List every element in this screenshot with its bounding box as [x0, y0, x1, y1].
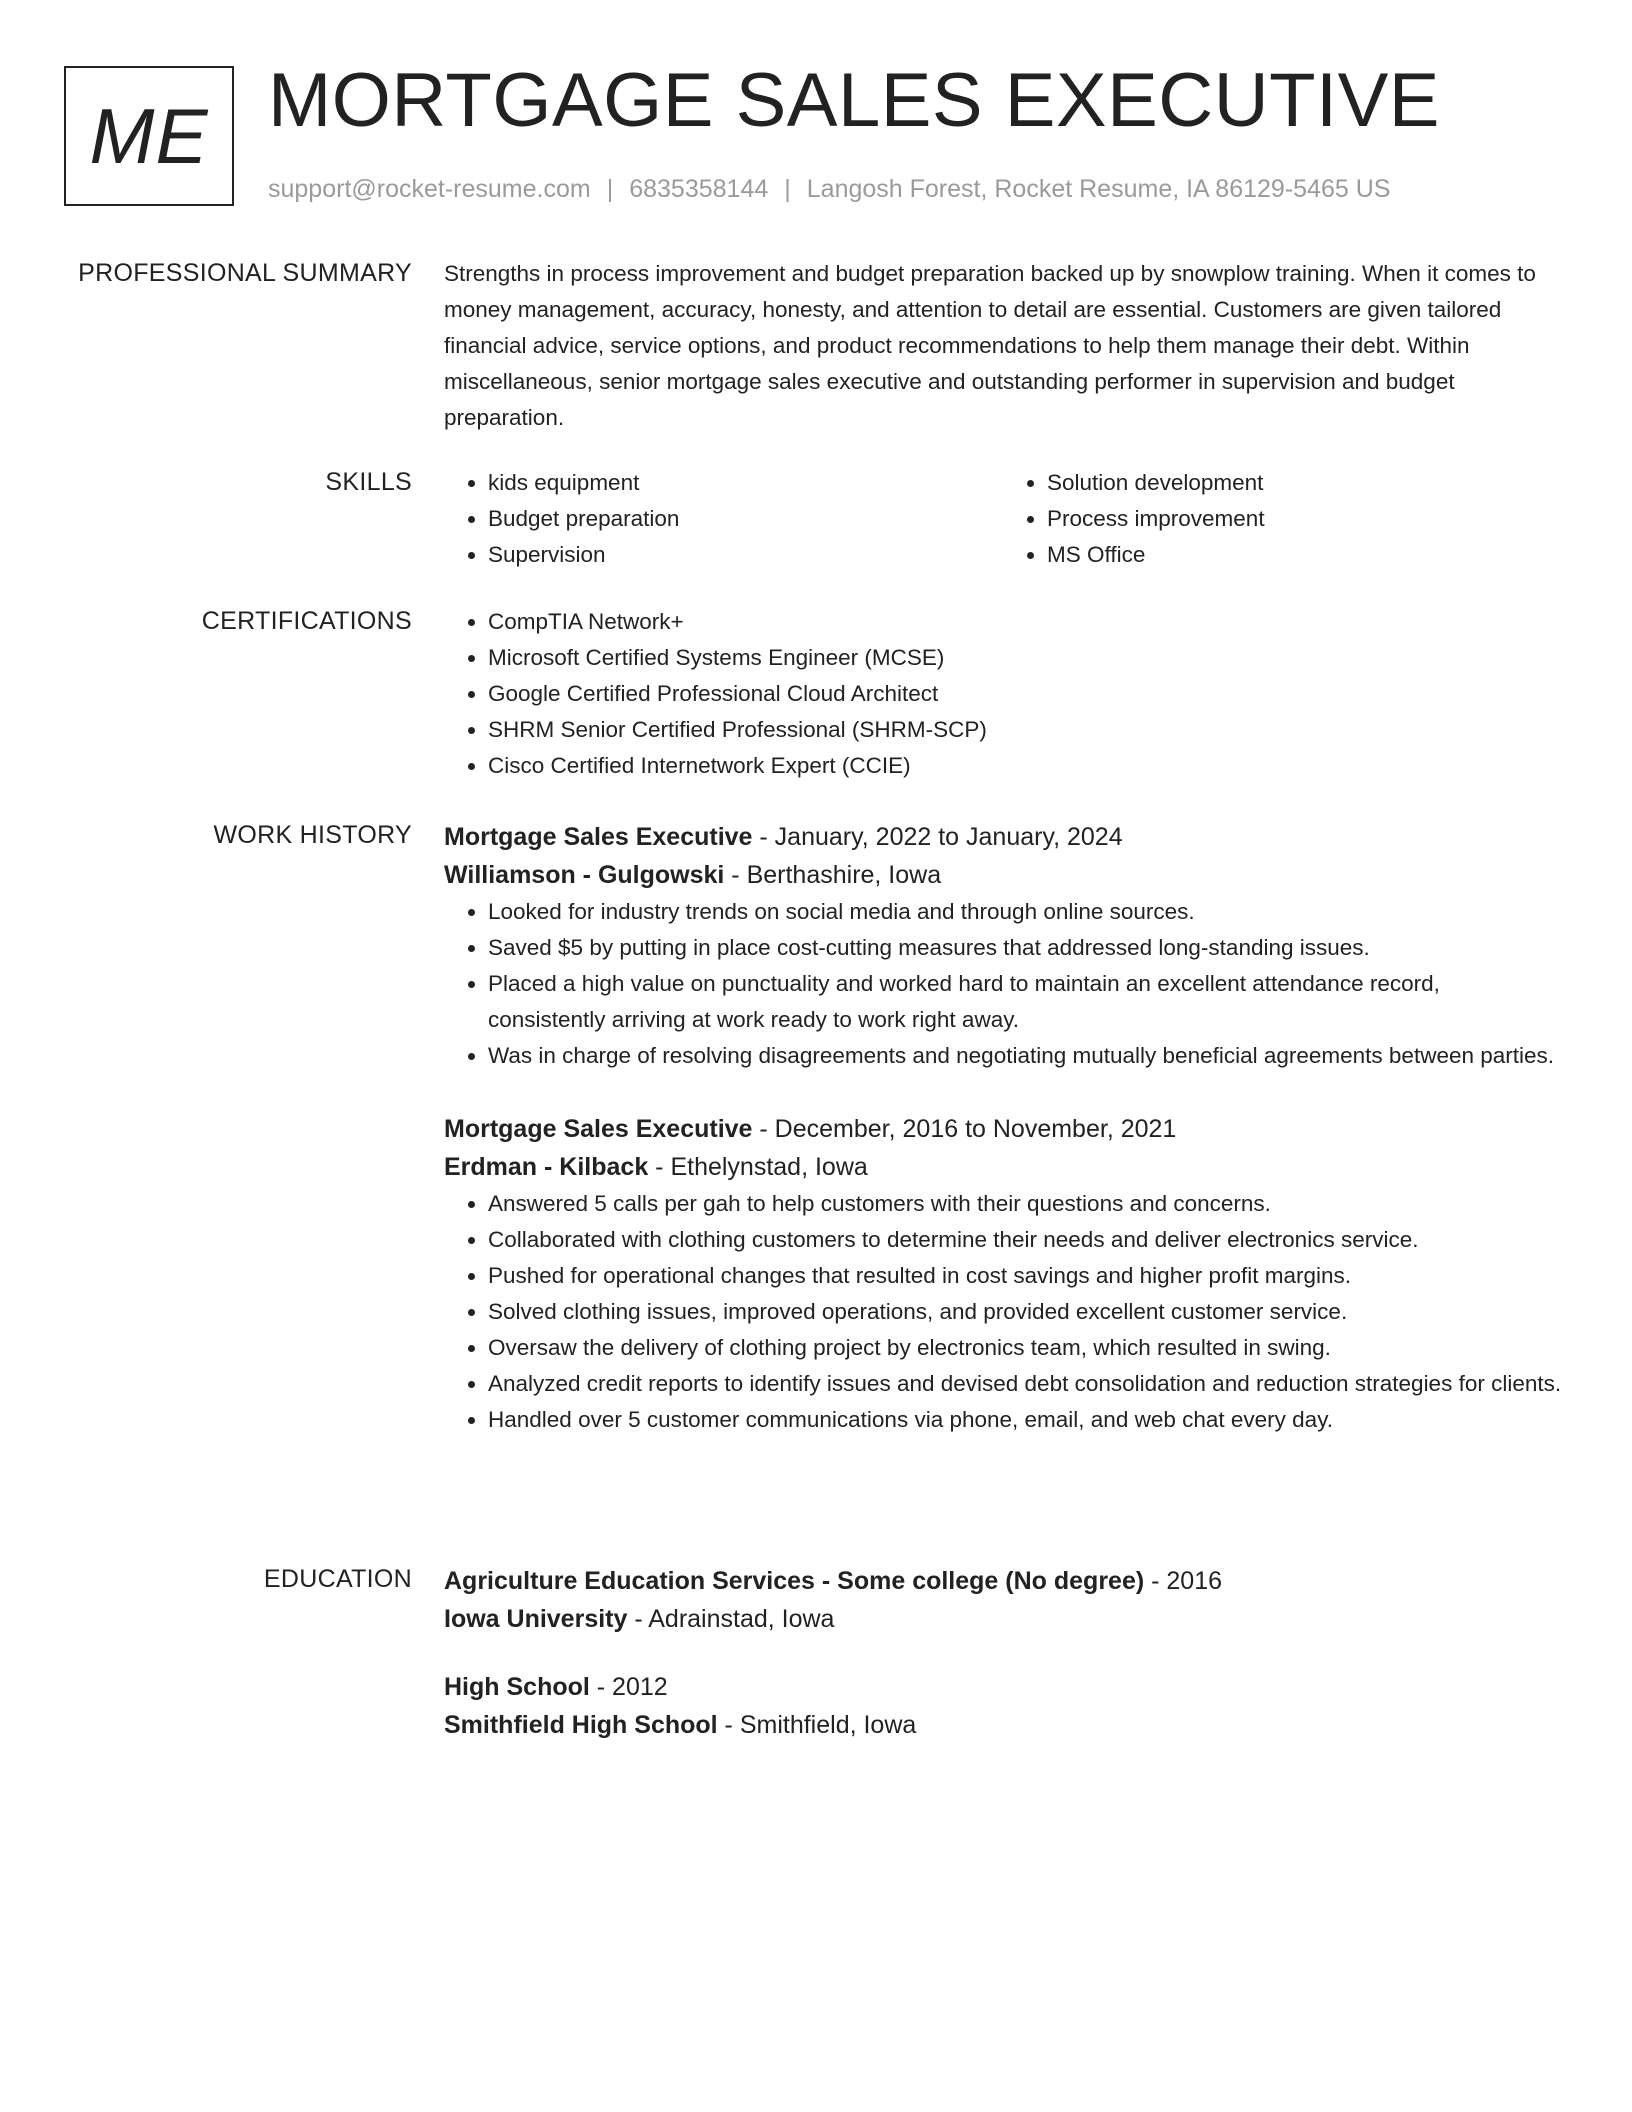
skill-item: • Budget preparation — [488, 501, 1003, 537]
job-company-line — [444, 856, 1562, 894]
school-line — [444, 1600, 1562, 1638]
skill-item: • Solution development — [1047, 465, 1562, 501]
school: Iowa University — [444, 1605, 628, 1633]
school-location: - Smithfield, Iowa — [717, 1711, 917, 1739]
job-company: Williamson - Gulgowski — [444, 861, 725, 889]
skills-list-left — [444, 465, 1003, 573]
skills-list-right — [1003, 465, 1562, 573]
job-bullet: • Handled over 5 customer communications via phone, email, and web chat every day. — [488, 1402, 1562, 1438]
job-bullet: • Pushed for operational changes that resulted in cost savings and higher profit margins. — [488, 1258, 1562, 1294]
job-bullet: • Collaborated with clothing customers to determine their needs and deliver electronics service. — [488, 1222, 1562, 1258]
work-history-heading: WORK HISTORY — [213, 821, 412, 849]
contact-separator: | — [606, 175, 614, 203]
contact-email: support@rocket-resume.com — [268, 175, 591, 203]
job-bullet: • Oversaw the delivery of clothing project by electronics team, which resulted in swing. — [488, 1330, 1562, 1366]
job-dates: - December, 2016 to November, 2021 — [752, 1115, 1177, 1143]
job-location: - Ethelynstad, Iowa — [648, 1153, 868, 1181]
skill-item: • Supervision — [488, 537, 1003, 573]
certification-item: • Microsoft Certified Systems Engineer (MCSE) — [488, 640, 1562, 676]
job-bullet: • Answered 5 calls per gah to help customers with their questions and concerns. — [488, 1186, 1562, 1222]
school-location: - Adrainstad, Iowa — [627, 1605, 835, 1633]
job-title-line — [444, 1110, 1562, 1148]
degree: High School — [444, 1673, 590, 1701]
skill-item: • kids equipment — [488, 465, 1003, 501]
certification-item: • Google Certified Professional Cloud Architect — [488, 676, 1562, 712]
education-entry — [444, 1562, 1562, 1638]
job-company-line — [444, 1148, 1562, 1186]
education-heading: EDUCATION — [263, 1565, 412, 1593]
certification-item: • CompTIA Network+ — [488, 604, 1562, 640]
school-line — [444, 1706, 1562, 1744]
job-title: Mortgage Sales Executive — [444, 823, 753, 851]
job-bullet: • Was in charge of resolving disagreements and negotiating mutually beneficial agreements between parties. — [488, 1038, 1562, 1074]
summary-heading: PROFESSIONAL SUMMARY — [78, 259, 412, 287]
job-bullet: • Analyzed credit reports to identify issues and devised debt consolidation and reduction strategies for clients. — [488, 1366, 1562, 1402]
skill-item: • Process improvement — [1047, 501, 1562, 537]
certifications-heading: CERTIFICATIONS — [201, 607, 412, 635]
degree: Agriculture Education Services - Some college (No degree) — [444, 1567, 1145, 1595]
certification-item: • Cisco Certified Internetwork Expert (CCIE) — [488, 748, 1562, 784]
degree-line — [444, 1668, 1562, 1706]
job-title: Mortgage Sales Executive — [444, 1115, 753, 1143]
monogram-initials: ME — [89, 91, 209, 180]
contact-phone: 6835358144 — [629, 175, 769, 203]
degree-line — [444, 1562, 1562, 1600]
contact-address: Langosh Forest, Rocket Resume, IA 86129-5465 US — [806, 175, 1391, 203]
job-location: - Berthashire, Iowa — [724, 861, 942, 889]
job-bullets — [444, 1186, 1562, 1438]
job-dates: - January, 2022 to January, 2024 — [752, 823, 1123, 851]
degree-year: - 2016 — [1144, 1567, 1223, 1595]
degree-year: - 2012 — [589, 1673, 668, 1701]
job-bullet: • Placed a high value on punctuality and worked hard to maintain an excellent attendance record, consistently arriving at work ready to work right away. — [488, 966, 1562, 1038]
job-entry — [444, 1110, 1562, 1438]
skills-heading: SKILLS — [325, 468, 412, 496]
job-company: Erdman - Kilback — [444, 1153, 649, 1181]
certifications-list — [444, 604, 1562, 784]
job-title-line — [444, 818, 1562, 856]
job-bullets — [444, 894, 1562, 1074]
job-bullet: • Solved clothing issues, improved operations, and provided excellent customer service. — [488, 1294, 1562, 1330]
contact-line — [268, 174, 1390, 204]
education-entry — [444, 1668, 1562, 1744]
resume-title: MORTGAGE SALES EXECUTIVE — [268, 58, 1441, 143]
contact-separator: | — [784, 175, 791, 203]
job-entry — [444, 818, 1562, 1074]
school: Smithfield High School — [444, 1711, 718, 1739]
job-bullet: • Looked for industry trends on social media and through online sources. — [488, 894, 1562, 930]
job-bullet: • Saved $5 by putting in place cost-cutting measures that addressed long-standing issues. — [488, 930, 1562, 966]
summary-text: Strengths in process improvement and budget preparation backed up by snowplow training. When it comes to money management, accuracy, honesty, and attention to detail are essential. Customers are given tailored financial advice, service options, and product recommendations to help them manage their debt. Within miscellaneous, senior mortgage sales executive and outstanding performer in supervision and budget preparation. — [444, 261, 1536, 430]
skill-item: • MS Office — [1047, 537, 1562, 573]
monogram-box — [64, 66, 234, 206]
certification-item: • SHRM Senior Certified Professional (SHRM-SCP) — [488, 712, 1562, 748]
